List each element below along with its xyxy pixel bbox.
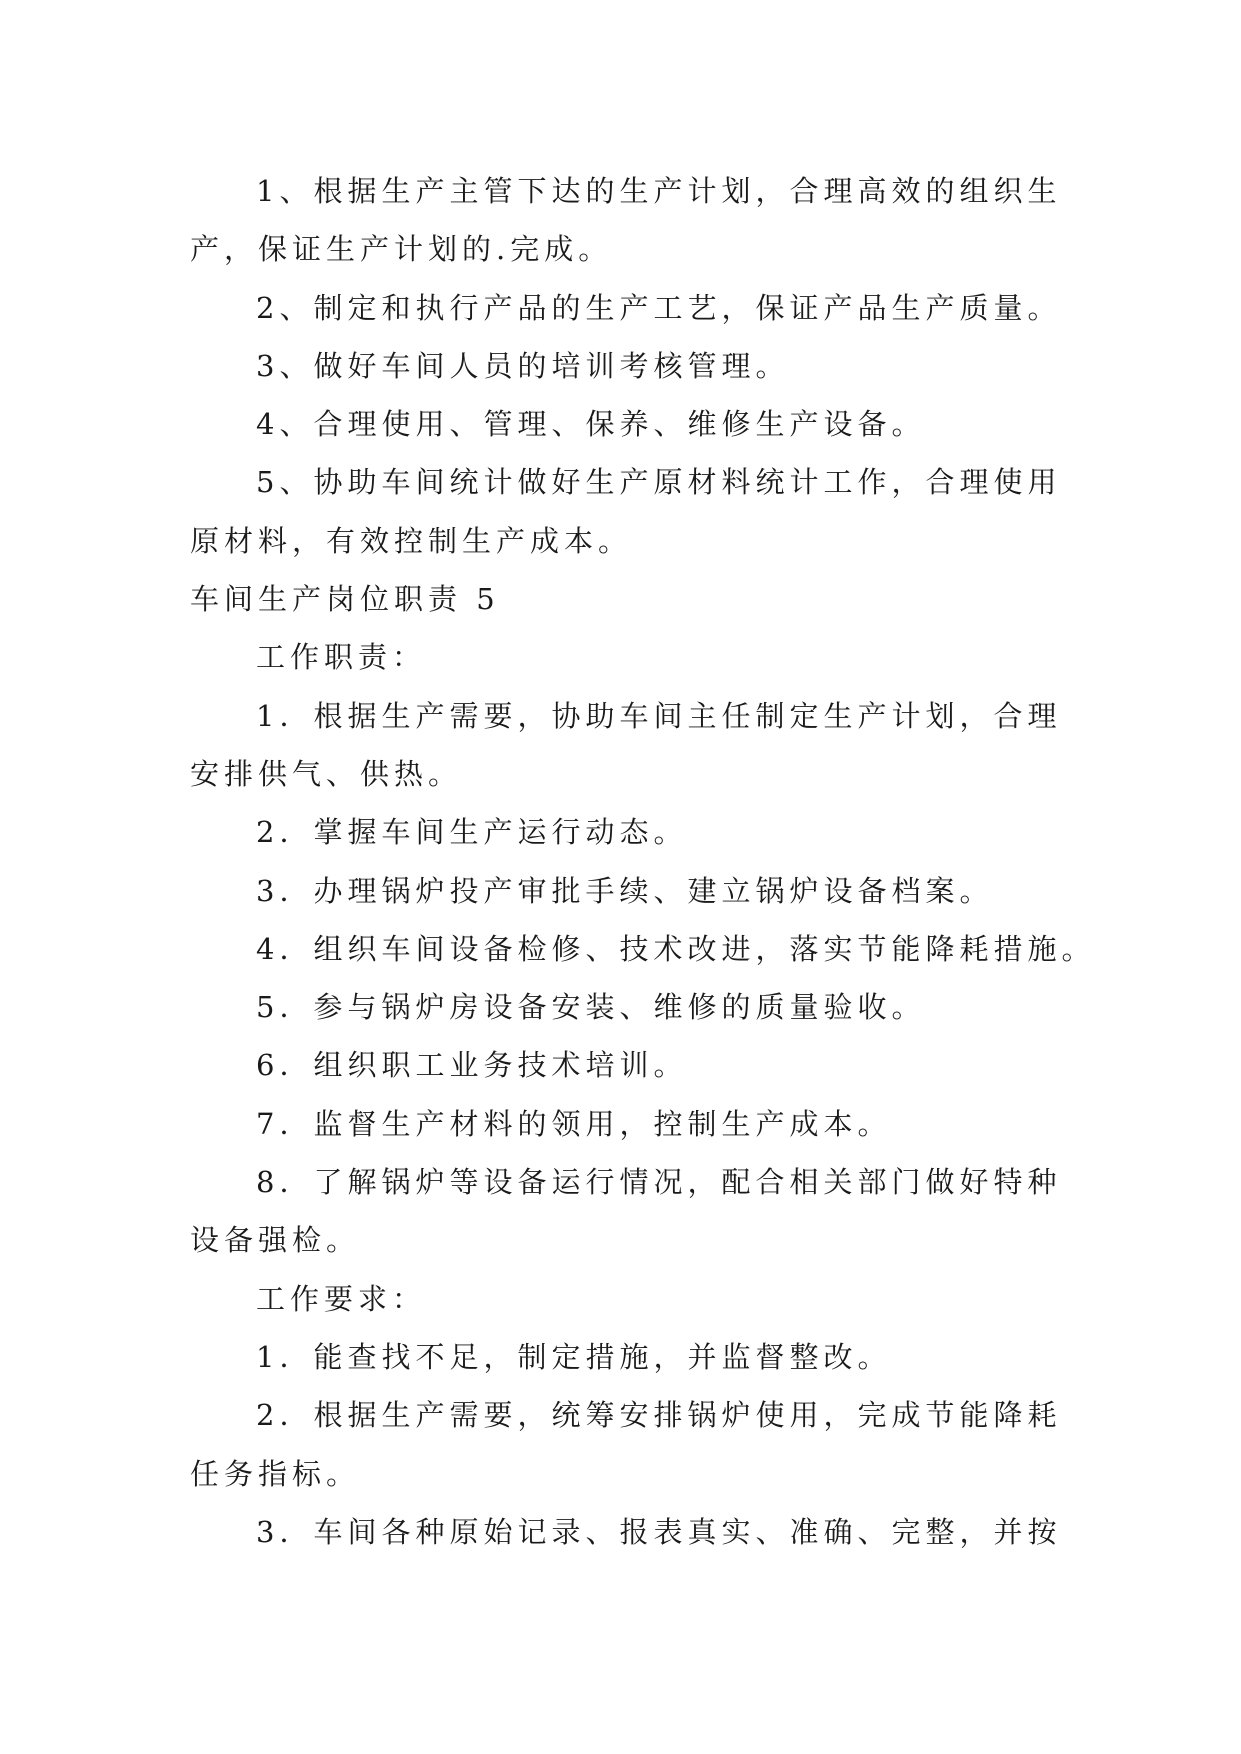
text-line: 安排供气、供热。: [190, 756, 463, 791]
text-line: 4．组织车间设备检修、技术改进，落实节能降耗措施。: [256, 931, 1096, 966]
document-body: [190, 162, 1096, 1561]
text-line: 1、根据生产主管下达的生产计划，合理高效的组织生: [256, 174, 1062, 208]
subheading: 工作要求：: [256, 1281, 427, 1316]
text-line: 8．了解锅炉等设备运行情况，配合相关部门做好特种: [256, 1165, 1062, 1200]
text-line: 产，保证生产计划的.完成。: [190, 232, 613, 267]
text-line: 2．根据生产需要，统筹安排锅炉使用，完成节能降耗: [256, 1398, 1062, 1433]
text-line: 4、合理使用、管理、保养、维修生产设备。: [256, 407, 926, 442]
text-line: 6．组织职工业务技术培训。: [256, 1048, 688, 1083]
text-line: 1．根据生产需要，协助车间主任制定生产计划，合理: [256, 698, 1062, 733]
text-line: 5、协助车间统计做好生产原材料统计工作，合理使用: [256, 465, 1062, 500]
text-line: 1．能查找不足，制定措施，并监督整改。: [256, 1339, 892, 1374]
text-line: 7．监督生产材料的领用，控制生产成本。: [256, 1106, 892, 1141]
text-line: 任务指标。: [190, 1456, 361, 1491]
subheading: 工作职责：: [256, 640, 427, 675]
text-line: 设备强检。: [190, 1223, 361, 1258]
text-line: 3、做好车间人员的培训考核管理。: [256, 348, 790, 383]
text-line: 3．车间各种原始记录、报表真实、准确、完整，并按: [256, 1514, 1062, 1549]
text-line: 5．参与锅炉房设备安装、维修的质量验收。: [256, 990, 926, 1025]
text-line: 原材料，有效控制生产成本。: [190, 523, 633, 558]
text-line: 2、制定和执行产品的生产工艺，保证产品生产质量。: [256, 290, 1062, 325]
section-heading: 车间生产岗位职责 5: [190, 582, 500, 617]
text-line: 3．办理锅炉投产审批手续、建立锅炉设备档案。: [256, 873, 994, 908]
text-line: 2．掌握车间生产运行动态。: [256, 815, 688, 850]
